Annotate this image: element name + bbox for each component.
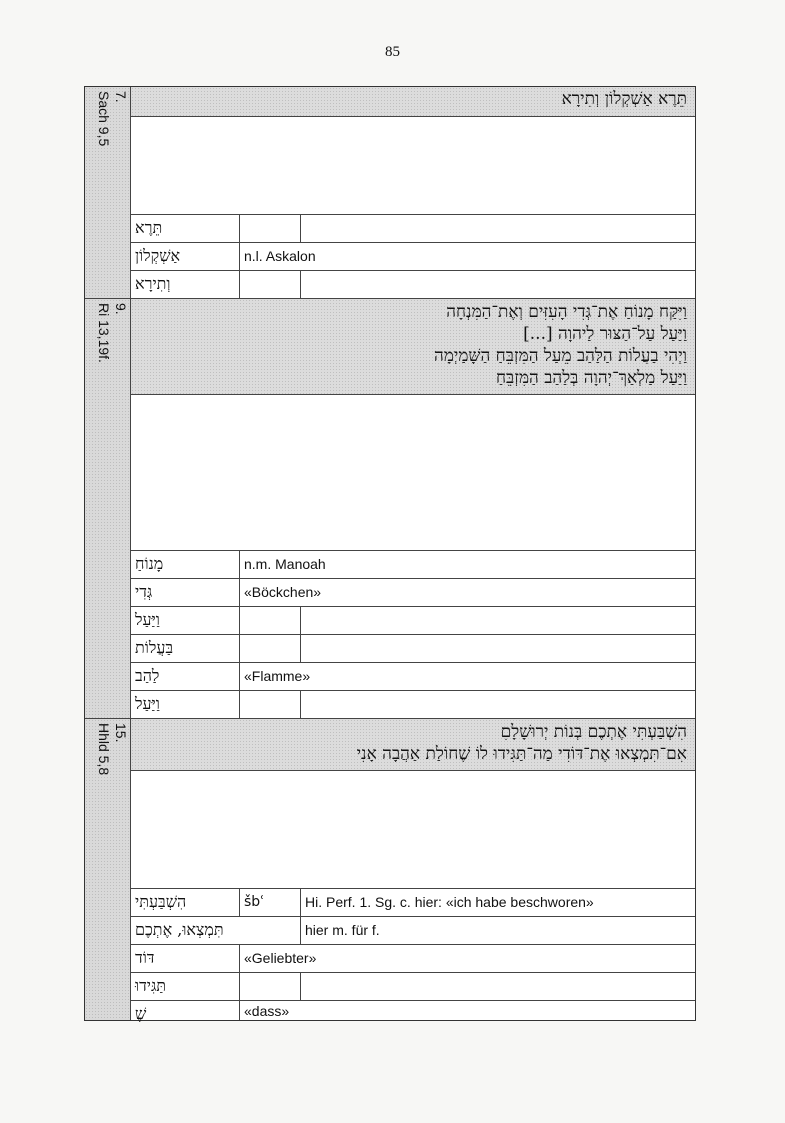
vocab-row — [131, 917, 695, 945]
vocab-root[interactable] — [240, 973, 301, 1000]
hebrew-text-box — [131, 719, 695, 771]
vocab-word: וַיַּעַל — [131, 607, 240, 634]
vocab-word: לַהַב — [131, 663, 240, 690]
reference-label — [95, 723, 129, 775]
reference-label — [95, 91, 129, 146]
translation-area[interactable] — [131, 771, 695, 889]
vocab-row — [131, 945, 695, 973]
translation-area[interactable] — [131, 117, 695, 215]
exercise-sheet — [84, 86, 696, 1021]
vocab-gloss: «dass» — [244, 1003, 290, 1019]
hebrew-line: וַיְהִי בַעֲלוֹת הַלַּהַב מֵעַל הַמִּזְבֵּחַ הַשָּׁמַיְמָה — [434, 346, 687, 366]
vocab-gloss: n.l. Askalon — [244, 248, 316, 264]
vocab-row — [131, 973, 695, 1001]
section-ri-13-19f — [85, 299, 695, 719]
hebrew-line: וַיַּעַל עַל־הַצּוּר לַיהוָה [...] — [523, 324, 687, 344]
vocab-gloss[interactable] — [301, 691, 695, 719]
vocab-row — [131, 889, 695, 917]
vocab-row — [131, 1001, 695, 1023]
vocab-root[interactable] — [240, 635, 301, 662]
vocab-row — [131, 551, 695, 579]
vocab-row — [131, 215, 695, 243]
vocab-row — [131, 271, 695, 299]
vocab-root[interactable] — [240, 607, 301, 634]
hebrew-line: הִשְׁבַּעְתִּי אֶתְכֶם בְּנוֹת יְרוּשָׁלָםִ — [500, 722, 687, 742]
vocab-row — [131, 663, 695, 691]
section-sach-9-5 — [85, 87, 695, 299]
hebrew-text-box — [131, 299, 695, 395]
vocab-row — [131, 691, 695, 719]
hebrew-line: וַיִּקַּח מָנוֹחַ אֶת־גְּדִי הָעִזִּים וְאֶת־הַמִּנְחָה — [446, 302, 687, 322]
reference-text: Ri 13,19f. — [96, 303, 112, 363]
vocab-word: תֵּרֶא — [131, 215, 240, 242]
vocab-gloss: Hi. Perf. 1. Sg. c. hier: «ich habe beschworen» — [305, 894, 594, 910]
vocab-row — [131, 635, 695, 663]
vocab-word: תַּגִּידוּ — [131, 973, 240, 1000]
vocab-word: שֶׁ — [131, 1001, 240, 1020]
section-hhld-5-8 — [85, 719, 695, 1023]
vocab-gloss: n.m. Manoah — [244, 556, 326, 572]
vocab-root[interactable] — [240, 215, 301, 242]
page-number: 85 — [385, 44, 400, 60]
vocab-gloss[interactable] — [301, 635, 695, 662]
vocab-gloss: «Geliebter» — [244, 950, 317, 966]
vocab-word: מָנוֹחַ — [131, 551, 240, 578]
vocab-gloss: «Böckchen» — [244, 584, 322, 600]
vocab-gloss[interactable] — [301, 607, 695, 634]
vocab-word: בַּעֲלוֹת — [131, 635, 240, 662]
vocab-root: šbʿ — [240, 889, 301, 916]
translation-area[interactable] — [131, 395, 695, 551]
reference-label — [95, 303, 129, 363]
vocab-gloss[interactable] — [301, 271, 695, 299]
vocab-row — [131, 607, 695, 635]
vocab-word: דּוֹד — [131, 945, 240, 972]
vocab-word: וְתִירָא — [131, 271, 240, 299]
hebrew-line: אִם־תִּמְצְאוּ אֶת־דּוֹדִי מַה־תַּגִּידוּ לוֹ שֶׁחוֹלַת אַהֲבָה אָנִי — [356, 744, 687, 764]
vocab-row — [131, 579, 695, 607]
vocab-word: הִשְׁבַּעְתִּי — [131, 889, 240, 916]
vocab-gloss[interactable] — [301, 215, 695, 242]
reference-number: 9. — [113, 303, 129, 315]
reference-text: Sach 9,5 — [96, 91, 112, 147]
vocab-word: וַיַּעַל — [131, 691, 240, 719]
vocab-gloss[interactable] — [301, 973, 695, 1000]
hebrew-text-box — [131, 87, 695, 117]
reference-number: 7. — [113, 91, 129, 103]
hebrew-line: תֵּרֶא אַשְׁקְלוֹן וְתִירָא — [561, 89, 687, 109]
vocab-word: אַשְׁקְלוֹן — [131, 243, 240, 270]
vocab-gloss: «Flamme» — [244, 668, 311, 684]
reference-number: 15. — [113, 723, 129, 743]
vocab-word: גְּדִי — [131, 579, 240, 606]
reference-text: Hhld 5,8 — [96, 723, 112, 776]
vocab-root[interactable] — [240, 271, 301, 299]
vocab-root[interactable] — [240, 691, 301, 719]
vocab-gloss: hier m. für f. — [305, 922, 380, 938]
hebrew-line: וַיַּעַל מַלְאַךְ־יְהוָה בְּלַהַב הַמִּזְבֵּחַ — [495, 368, 687, 388]
vocab-word: תִּמְצְאוּ, אֶתְכֶם — [131, 917, 301, 944]
vocab-row — [131, 243, 695, 271]
